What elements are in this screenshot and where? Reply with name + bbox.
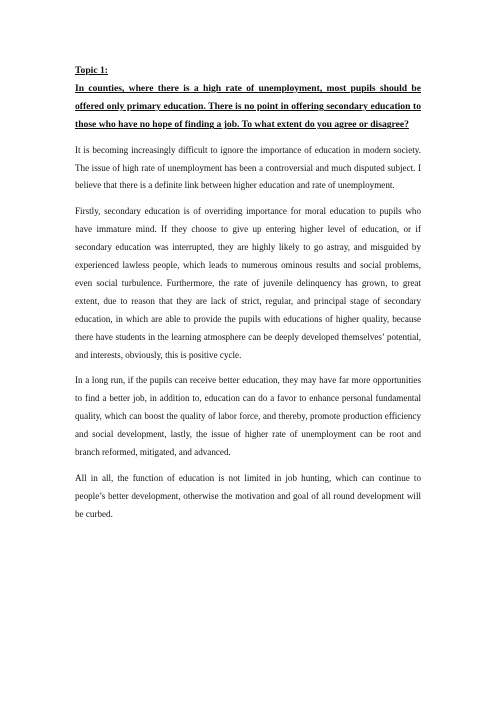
- paragraph-introduction: It is becoming increasingly difficult to ignore the importance of education in modern society. The issue of high rate of unemployment has been a controversial and much disputed subject. I believe that there is a definite link between higher education and rate of unemployment.: [75, 144, 421, 191]
- topic-label: Topic 1:: [75, 65, 108, 76]
- paragraph-body-2: In a long run, if the pupils can receive better education, they may have far more opportunities to find a better job, in addition to, education can do a favor to enhance personal fundamental quality, which can boost the quality of labor force, and thereby, promote production efficiency and social development, lastly, the issue of higher rate of unemployment can be root and branch reformed, mitigated, and advanced.: [75, 375, 421, 458]
- document-page: [75, 62, 421, 524]
- essay-question: In counties, where there is a high rate of unemployment, most pupils should be offered only primary education. There is no point in offering secondary education to those who have no hope of finding a job. To what extent do you agree or disagree?: [75, 83, 421, 131]
- paragraph-body-1: Firstly, secondary education is of overriding importance for moral education to pupils who have immature mind. If they choose to give up entering higher level of education, or if secondary education was interrupted, they are highly likely to go astray, and misguided by experienced lawless people, which leads to numerous ominous results and social problems, even social turbulence. Furthermore, the rate of juvenile delinquency has grown, to great extent, due to reason that they are lack of strict, regular, and principal stage of secondary education, in which are able to provide the pupils with educations of higher quality, because there have students in the learning atmosphere can be deeply developed themselves’ potential, and interests, obviously, this is positive cycle.: [75, 206, 421, 360]
- paragraph-conclusion: All in all, the function of education is not limited in job hunting, which can continue to people’s better development, otherwise the motivation and goal of all round development will be curbed.: [75, 473, 421, 519]
